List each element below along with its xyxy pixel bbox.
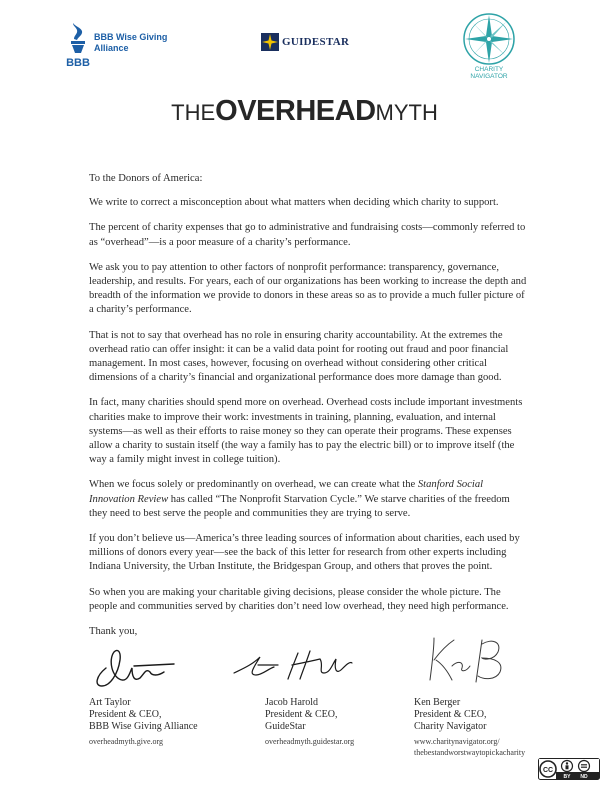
bbb-wise-giving-logo: [64, 21, 184, 71]
title-myth: MYTH: [375, 100, 438, 125]
signatory-title: President & CEO,: [265, 709, 338, 720]
by-label: BY: [563, 774, 571, 780]
letter-paragraph-7: If you don’t believe us—America’s three leading sources of information about charities, each used by millions of donors every year—see the back of this letter for research from other experts including Indiana University, the Urban Institute, the Bridgespan Group, and others that proves the point.: [89, 533, 520, 573]
charity-navigator-logo: [457, 11, 521, 83]
charity-navigator-logo-text: [457, 66, 521, 80]
p6-text-before: When we focus solely or predominantly on overhead, we can create what the: [89, 479, 418, 491]
letter-paragraph-8: So when you are making your charitable giving decisions, please consider the whole picture. The people and communities served by charities don’t need low overhead, they need high performance.: [89, 586, 509, 612]
letter-paragraph-2: The percent of charity expenses that go to administrative and fundraising costs—commonly referred to as “overhead”—is a poor measure of a charity’s performance.: [89, 222, 526, 248]
signatory-url-line2: thebestandworstwaytopickacharity: [414, 748, 526, 757]
p6-text-after: has called “The Nonprofit Starvation Cycle.” We starve charities of the freedom they need to best serve the people and communities they are trying to serve.: [89, 493, 510, 519]
signatory-title: President & CEO,: [414, 709, 487, 720]
signatory-jacob-harold: [265, 697, 354, 747]
charity-navigator-line2: NAVIGATOR: [470, 73, 508, 80]
bbb-logo-line2: Alliance: [94, 43, 129, 53]
cc-icon-text: CC: [542, 767, 554, 774]
compass-icon: [457, 11, 521, 67]
bbb-logo-line1: BBB Wise Giving: [94, 32, 168, 42]
letter-paragraph-1: We write to correct a misconception about what matters when deciding which charity to support.: [89, 197, 499, 209]
letter-greeting: To the Donors of America:: [89, 173, 203, 184]
no-derivatives-icon: [579, 761, 590, 772]
signatory-url-line1: www.charitynavigator.org/: [414, 737, 500, 746]
signature-ken-berger: [420, 632, 530, 688]
signatory-org: GuideStar: [265, 721, 306, 732]
letter-paragraph-3: We ask you to pay attention to other factors of nonprofit performance: transparency, governance, leadership, and results. For years, each of our organizations has been working to increase the depth and breadth of the information we provide to donors in these areas so as to provide a much fuller picture of a charity’s performance.: [89, 261, 527, 316]
signatory-title: President & CEO,: [89, 709, 162, 720]
signature-jacob-harold: [228, 645, 358, 685]
title-the: THE: [171, 100, 216, 125]
signatory-name: Jacob Harold: [265, 697, 319, 708]
letter-paragraph-4: That is not to say that overhead has no role in ensuring charity accountability. At the extremes the overhead ratio can offer insight: it can be a valid data point for rooting out fraud and poor financial management. In most cases, however, focusing on overhead without considering other critical dimensions of a charity’s financial and organizational performance does more damage than good.: [89, 329, 509, 384]
letter-closing: Thank you,: [89, 626, 138, 638]
signature-art-taylor: [88, 638, 178, 694]
title-overhead: OVERHEAD: [215, 95, 376, 127]
charity-navigator-line1: CHARITY: [474, 66, 504, 73]
signatory-url: overheadmyth.give.org: [89, 737, 164, 746]
signatory-url: [414, 736, 525, 758]
bbb-logo-text: [94, 32, 167, 54]
signatory-art-taylor: [89, 697, 198, 747]
nd-label: ND: [580, 774, 588, 780]
letter-body: [89, 172, 529, 650]
signatory-org: BBB Wise Giving Alliance: [89, 721, 198, 732]
guidestar-star-icon: [261, 33, 279, 51]
signatory-url: overheadmyth.guidestar.org: [265, 737, 355, 746]
bbb-mark-text: BBB: [66, 57, 90, 69]
signatory-name: Art Taylor: [89, 697, 131, 708]
letter-paragraph-6: [89, 478, 529, 521]
document-title: [0, 95, 609, 128]
bbb-torch-icon: [64, 21, 92, 69]
guidestar-logo: [261, 32, 349, 52]
signatory-name: Ken Berger: [414, 697, 461, 708]
creative-commons-badge: [538, 758, 600, 780]
ssir-title: Stanford Social Innovation Review: [89, 479, 484, 505]
signatory-ken-berger: [414, 697, 525, 758]
letter-paragraph-5: In fact, many charities should spend more on overhead. Overhead costs include important investments charities make to improve their work: investments in training, planning, evaluation, and internal systems—as well as their efforts to raise money so they can operate their programs. These expenses allow a charity to sustain itself (the way a family has to pay the electric bill) or to improve itself (the way a family might invest in college tuition).: [89, 397, 523, 466]
signatory-org: Charity Navigator: [414, 721, 487, 732]
logo-row: [0, 8, 609, 84]
guidestar-logo-text: GUIDESTAR: [282, 36, 350, 48]
